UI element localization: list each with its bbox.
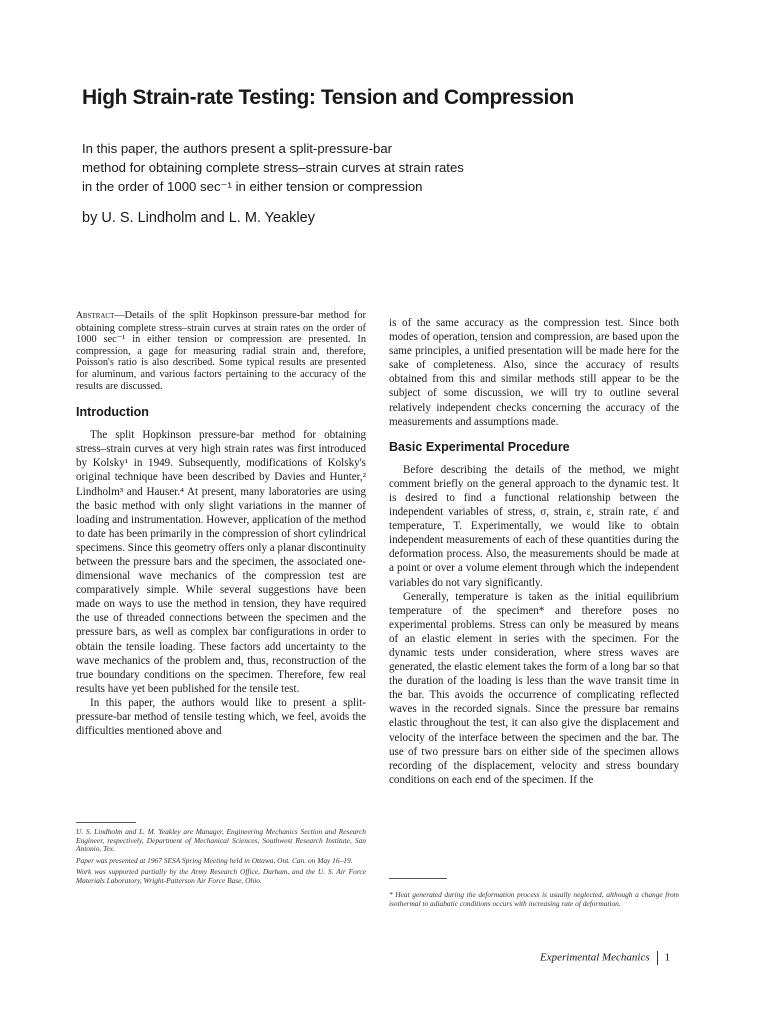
footnote-rule-right	[389, 878, 447, 879]
abstract	[76, 310, 366, 392]
footnote-funding: Work was supported partially by the Army Research Office, Durham, and the U. S. Air Force Materials Laboratory, Wright-Patterson Air Force Base, Ohio.	[76, 867, 366, 885]
author-byline: by U. S. Lindholm and L. M. Yeakley	[82, 210, 315, 226]
basic-paragraph-2: Generally, temperature is taken as the initial equilibrium temperature of the specimen* and therefore poses no experimental problems. Stress can only be measured by means of an elastic element in series with the specimen. For the dynamic tests under consideration, where stress waves are generated, the elastic element takes the form of a long bar so that the duration of the loading is less than the wave transit time in the bar. This avoids the occurrence of complicating reflected waves in the recorded signals. Since the pressure bar remains elastic throughout the test, it can also give the displacement and velocity of the interface between the specimen and the bar. The use of two pressure bars on either side of the specimen allows recording of the displacement, velocity and stress boundary conditions on each end of the specimen. If the	[389, 590, 679, 786]
lead-line: In this paper, the authors present a split-pressure-bar	[82, 141, 393, 156]
footnote-heat: * Heat generated during the deformation process is usually neglected, although a change from isothermal to adiabatic conditions occurs with increasing rate of deformation.	[389, 890, 679, 908]
intro-paragraph-2: In this paper, the authors would like to present a split-pressure-bar method of tensile testing which, we feel, avoids the difficulties mentioned above and	[76, 696, 366, 738]
lead-line: in the order of 1000 sec⁻¹ in either tension or compression	[82, 179, 423, 194]
section-heading-basic-procedure: Basic Experimental Procedure	[389, 439, 570, 454]
footnote-affiliation: U. S. Lindholm and L. M. Yeakley are Manager, Engineering Mechanics Section and Research Engineer, respectively, Department of Mechanical Sciences, Southwest Research Institute, San Antonio, Tex.	[76, 827, 366, 854]
page-number: 1	[664, 951, 671, 964]
abstract-text: —Details of the split Hopkinson pressure-bar method for obtaining complete stress–strain curves at strain rates on the order of 1000 sec⁻¹ in either tension or compression are presented. In compression, a gage for measuring radial strain and, therefore, Poisson's ratio is also described. Some typical results are presented for aluminum, and various factors pertaining to the accuracy of the results are discussed.	[76, 310, 366, 392]
footnotes-left	[76, 822, 366, 889]
right-column	[389, 316, 679, 787]
journal-footer	[540, 951, 690, 965]
left-column	[76, 310, 366, 738]
lead-line: method for obtaining complete stress–strain curves at strain rates	[82, 160, 464, 175]
paper-title: High Strain-rate Testing: Tension and Compression	[82, 86, 574, 109]
abstract-label: Abstract	[76, 311, 115, 321]
lead-summary	[82, 139, 682, 196]
footnote-presentation: Paper was presented at 1967 SESA Spring Meeting held in Ottawa, Ont. Can. on May 16–19.	[76, 855, 353, 865]
journal-name: Experimental Mechanics	[540, 951, 650, 964]
intro-paragraph-1: The split Hopkinson pressure-bar method for obtaining stress–strain curves at very high strain rates was first introduced by Kolsky¹ in 1949. Subsequently, modifications of Kolsky's original technique have been described by Davies and Hunter,² Lindholm³ and Hauser.⁴ At present, many laboratories are using the basic method with only slight variations in the manner of loading and instrumentation. However, application of the method to date has been primarily in the compression of short cylindrical specimens. Since this geometry offers only a planar discontinuity between the pressure bars and the specimen, the associated one-dimensional wave mechanics of the compression test are comparatively simple. While several suggestions have been made on ways to use the method in tension, they have required the use of threaded connections between the specimen and the pressure bars, as well as complex bar configurations in order to obtain the tensile loading. These factors add uncertainty to the wave mechanics of the problem and, thus, reconstruction of the true boundary conditions on the specimen. Therefore, few real results have yet been published for the tensile test.	[76, 429, 366, 695]
intro-continuation: is of the same accuracy as the compression test. Since both modes of operation, tension and compression, are based upon the same principles, a unified presentation will be made here for the sake of completeness. Also, since the accuracy of results obtained from this and similar methods still appear to be the subject of some discussion, we will try to outline several relatively independent checks concerning the accuracy of the measurements and assumptions made.	[389, 317, 679, 428]
basic-paragraph-1: Before describing the details of the method, we might comment briefly on the general approach to the dynamic test. It is desired to find a functional relationship between the independent variables of stress, σ, strain, ε, strain rate, ε̇ and temperature, T. Experimentally, we would like to obtain independent measurements of each of these quantities during the deformation process. Also, the measurements should be made at a point or over a volume element through which the independent variables do not vary significantly.	[389, 463, 679, 589]
footnote-rule	[76, 822, 136, 823]
footer-separator	[657, 951, 658, 965]
section-heading-introduction: Introduction	[76, 405, 149, 420]
